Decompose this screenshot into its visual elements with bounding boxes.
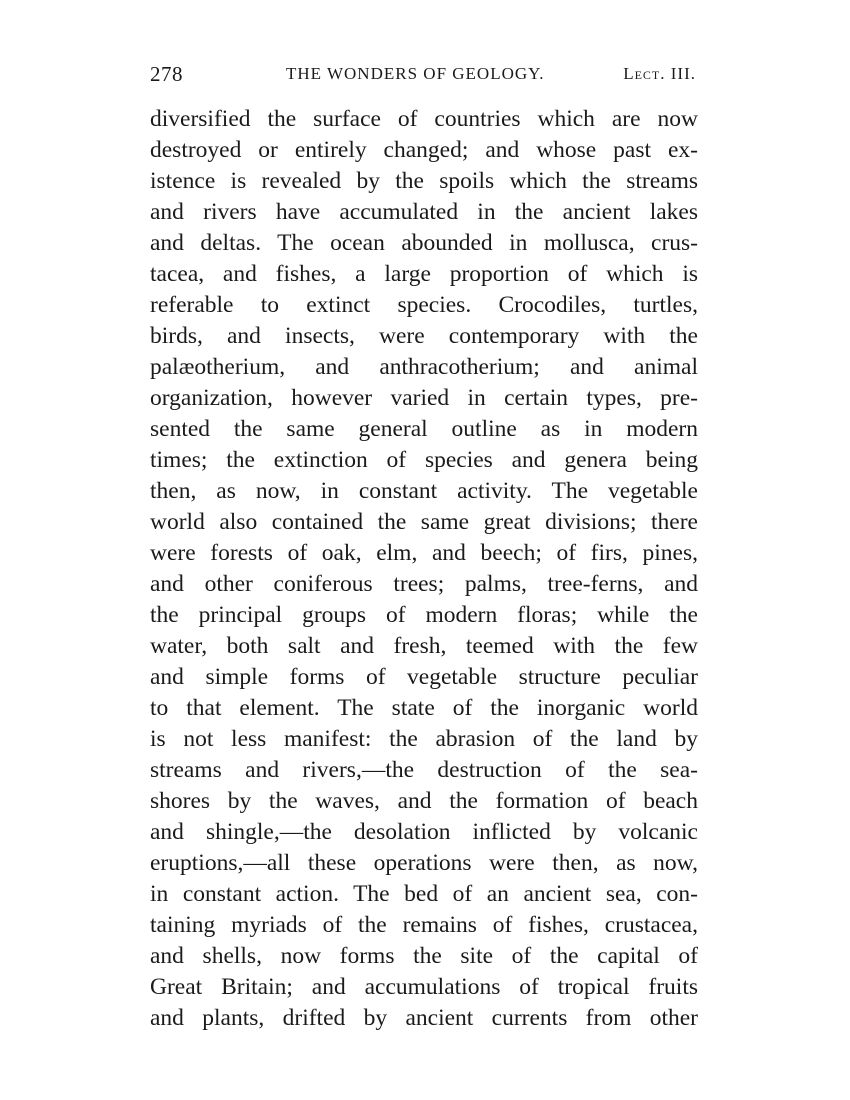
running-header (150, 62, 698, 96)
text-line: and other coniferous trees; palms, tree-ferns, and (150, 571, 698, 597)
text-line: shores by the waves, and the formation of beach (150, 788, 698, 814)
body-text (150, 104, 698, 1034)
text-line: eruptions,—all these operations were then, as now, (150, 850, 698, 876)
text-line: were forests of oak, elm, and beech; of firs, pines, (150, 540, 698, 566)
text-line: and plants, drifted by ancient currents from other (150, 1005, 698, 1031)
text-line: birds, and insects, were contemporary with the (150, 323, 698, 349)
text-line: then, as now, in constant activity. The vegetable (150, 478, 698, 504)
text-line: in constant action. The bed of an ancient sea, con- (150, 881, 698, 907)
text-line: destroyed or entirely changed; and whose past ex- (150, 137, 698, 163)
text-line: istence is revealed by the spoils which the streams (150, 168, 698, 194)
text-line: the principal groups of modern floras; while the (150, 602, 698, 628)
text-line: and simple forms of vegetable structure peculiar (150, 664, 698, 690)
text-line: referable to extinct species. Crocodiles, turtles, (150, 292, 698, 318)
text-line: streams and rivers,—the destruction of the sea- (150, 757, 698, 783)
text-line: Great Britain; and accumulations of tropical fruits (150, 974, 698, 1000)
text-line: times; the extinction of species and genera being (150, 447, 698, 473)
text-line: to that element. The state of the inorganic world (150, 695, 698, 721)
text-line: water, both salt and fresh, teemed with the few (150, 633, 698, 659)
text-line: is not less manifest: the abrasion of the land by (150, 726, 698, 752)
lecture-reference: Lect. III. (623, 64, 696, 83)
text-line: world also contained the same great divisions; there (150, 509, 698, 535)
text-line: and rivers have accumulated in the ancient lakes (150, 199, 698, 225)
text-line: tacea, and fishes, a large proportion of which is (150, 261, 698, 287)
text-line: palæotherium, and anthracotherium; and animal (150, 354, 698, 380)
text-line: and shells, now forms the site of the capital of (150, 943, 698, 969)
book-page (150, 62, 698, 1034)
running-title: THE WONDERS OF GEOLOGY. (286, 64, 545, 83)
text-line: diversified the surface of countries which are now (150, 106, 698, 132)
text-line: taining myriads of the remains of fishes, crustacea, (150, 912, 698, 938)
text-line: and shingle,—the desolation inflicted by volcanic (150, 819, 698, 845)
text-line: organization, however varied in certain types, pre- (150, 385, 698, 411)
text-line: sented the same general outline as in modern (150, 416, 698, 442)
page-number: 278 (150, 62, 183, 86)
text-line: and deltas. The ocean abounded in mollusca, crus- (150, 230, 698, 256)
